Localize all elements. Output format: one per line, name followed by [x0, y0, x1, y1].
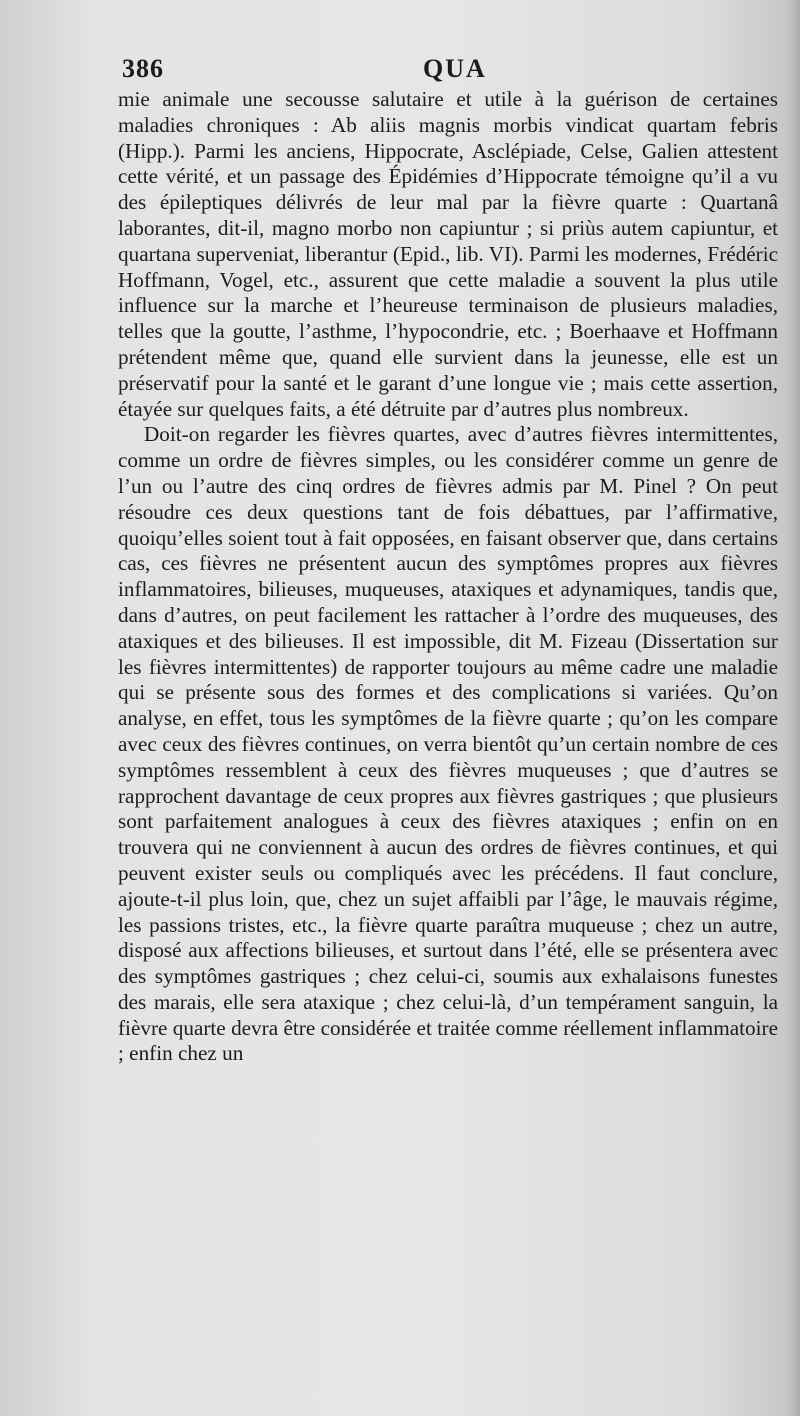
- book-page: [118, 52, 778, 1352]
- running-head-title: QUA: [423, 54, 487, 83]
- page-number: 386: [122, 54, 164, 83]
- running-head: [118, 52, 778, 92]
- paragraph-2: Doit-on regarder les fièvres quartes, avec d’autres fièvres intermittentes, comme un ordre de fièvres simples, ou les considérer comme un genre de l’un ou l’autre des cinq ordres de fièvres admis par M. Pinel ? On peut résoudre ces deux questions tant de fois débattues, par l’affirmative, quoiqu’elles soient tout à fait opposées, en faisant observer que, dans certains cas, ces fièvres ne présentent aucun des symptômes propres aux fièvres inflammatoires, bilieuses, muqueuses, ataxiques et adynamiques, tandis que, dans d’autres, on peut facilement les rattacher à l’ordre des muqueuses, des ataxiques et des bilieuses. Il est impossible, dit M. Fizeau (Dissertation sur les fièvres intermittentes) de rapporter toujours au même cadre une maladie qui se présente sous des formes et des complications si variées. Qu’on analyse, en effet, tous les symptômes de la fièvre quarte ; qu’on les compare avec ceux des fièvres continues, on verra bientôt qu’un certain nombre de ces symptômes ressemblent à ceux des fièvres muqueuses ; que d’autres se rapprochent davantage de ceux propres aux fièvres gastriques ; que plusieurs sont parfaitement analogues à ceux des fièvres ataxiques ; enfin on en trouvera qui ne conviennent à aucun des ordres de fièvres continues, et qui peuvent exister seuls ou compliqués avec les précédens. Il faut conclure, ajoute-t-il plus loin, que, chez un sujet affaibli par l’âge, le mauvais régime, les passions tristes, etc., la fièvre quarte paraîtra muqueuse ; chez un autre, disposé aux affections bilieuses, et surtout dans l’été, elle se présentera avec des symptômes gastriques ; chez celui-ci, soumis aux exhalaisons funestes des marais, elle sera ataxique ; chez celui-là, d’un tempérament sanguin, la fièvre quarte devra être considérée et traitée comme réellement inflammatoire ; enfin chez un: [118, 422, 778, 1066]
- paragraph-1: mie animale une secousse salutaire et utile à la guérison de certaines maladies chroniques : Ab aliis magnis morbis vindicat quartam febris (Hipp.). Parmi les anciens, Hippocrate, Asclépiade, Celse, Galien attestent cette vérité, et un passage des Épidémies d’Hippocrate témoigne qu’il a vu des épileptiques délivrés de leur mal par la fièvre quarte : Quartanâ laborantes, dit-il, magno morbo non capiuntur ; si priùs autem capiuntur, et quartana superveniat, liberantur (Epid., lib. VI). Parmi les modernes, Frédéric Hoffmann, Vogel, etc., assurent que cette maladie a souvent la plus utile influence sur la marche et l’heureuse terminaison de plusieurs maladies, telles que la goutte, l’asthme, l’hypocondrie, etc. ; Boerhaave et Hoffmann prétendent même que, quand elle survient dans la jeunesse, elle est un préservatif pour la santé et le garant d’une longue vie ; mais cette assertion, étayée sur quelques faits, a été détruite par d’autres plus nombreux.: [118, 87, 778, 421]
- page-edge-shadow: [786, 0, 800, 1416]
- body-text: [118, 87, 778, 1067]
